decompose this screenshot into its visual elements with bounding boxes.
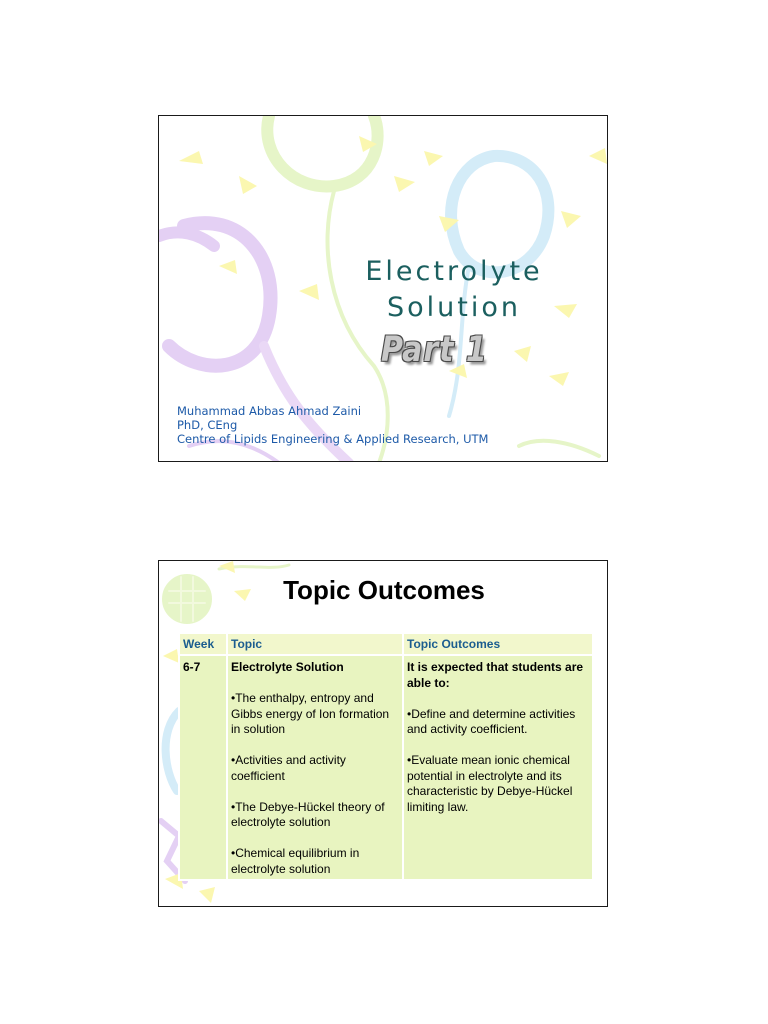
week-cell: 6-7	[179, 655, 227, 880]
topic-heading: Electrolyte Solution	[231, 660, 344, 674]
author-name: Muhammad Abbas Ahmad Zaini	[177, 404, 362, 418]
column-header-topic: Topic	[227, 633, 403, 655]
column-header-topic-outcomes: Topic Outcomes	[403, 633, 593, 655]
part-label: Part 1	[381, 330, 488, 371]
table-header-row	[179, 633, 593, 655]
author-affiliation: Centre of Lipids Engineering & Applied Research, UTM	[177, 432, 489, 446]
table-row	[179, 655, 593, 880]
topic-item: •Chemical equilibrium in electrolyte solution	[231, 846, 360, 876]
column-header-week: Week	[179, 633, 227, 655]
topic-outcomes-table	[178, 632, 594, 881]
outcome-item: •Evaluate mean ionic chemical potential in electrolyte and its characteristic by Debye-Hückel limiting law.	[407, 753, 573, 814]
outcomes-heading: It is expected that students are able to:	[407, 660, 584, 690]
slide-title: Topic Outcomes	[283, 575, 485, 605]
topic-item: •The enthalpy, entropy and Gibbs energy of Ion formation in solution	[231, 691, 390, 736]
outcome-item: •Define and determine activities and activity coefficient.	[407, 706, 576, 736]
slide-title-line-2: Solution	[387, 292, 521, 323]
title-slide	[158, 115, 608, 462]
slide-title-line-1: Electrolyte	[365, 256, 543, 287]
outcomes-cell	[403, 655, 593, 880]
topic-outcomes-slide	[158, 560, 608, 907]
topic-item: •Activities and activity coefficient	[231, 753, 346, 783]
author-credentials: PhD, CEng	[177, 418, 238, 432]
topic-item: •The Debye-Hückel theory of electrolyte solution	[231, 799, 385, 829]
topic-cell	[227, 655, 403, 880]
author-block	[177, 404, 488, 446]
